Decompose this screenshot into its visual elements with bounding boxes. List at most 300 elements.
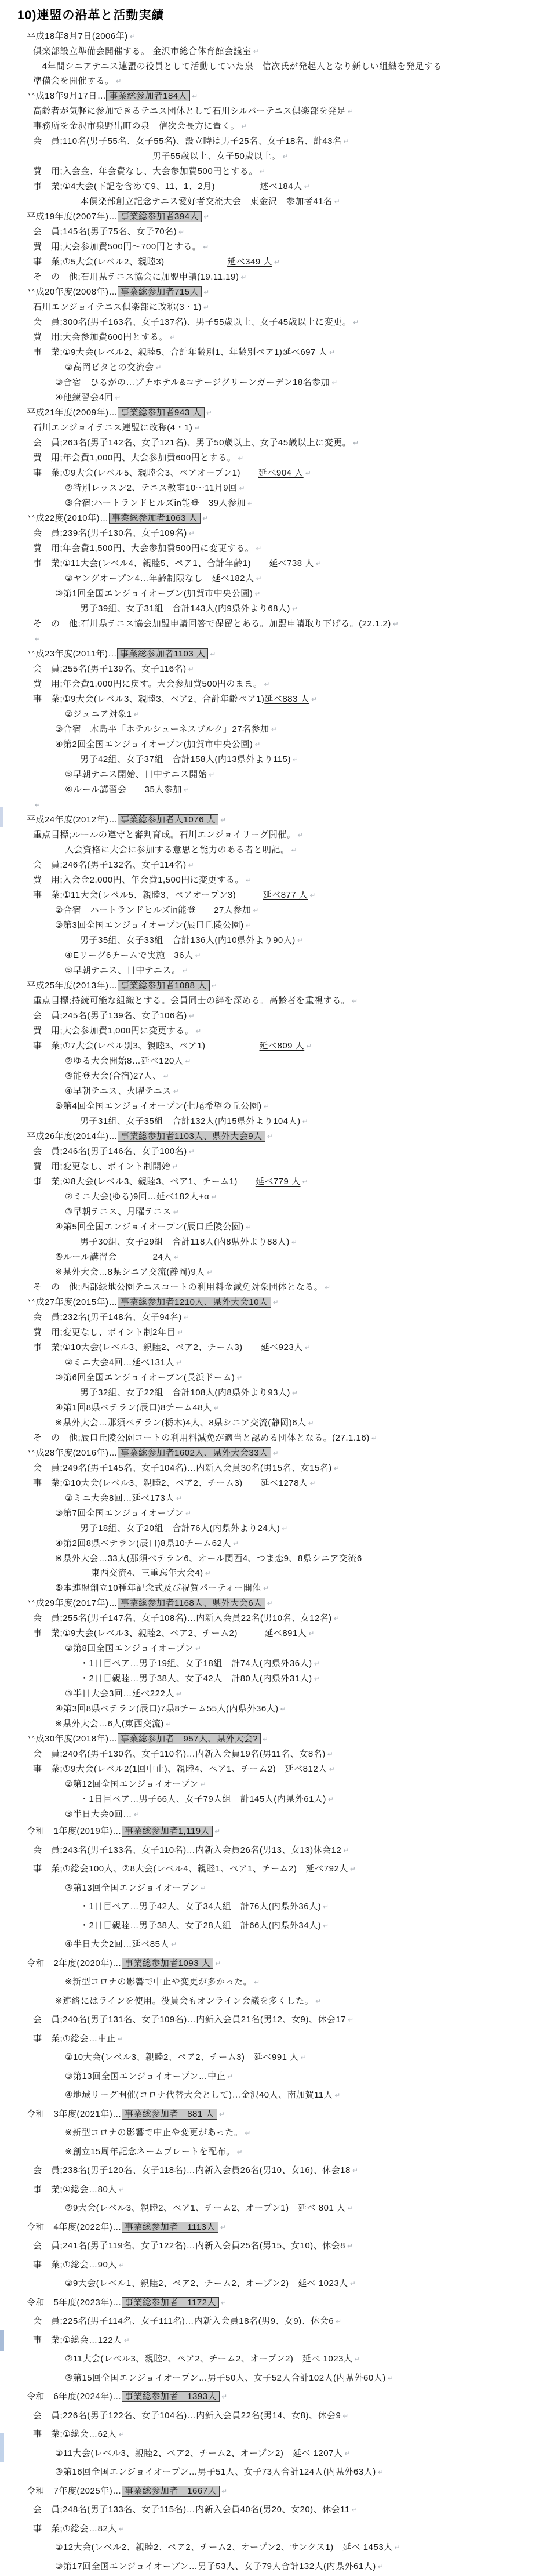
text-segment: ②特別レッスン2、テニス教室10〜11月9回 [65, 483, 238, 493]
text-segment: 費 用;大会参加費600円とする。 [33, 332, 168, 342]
text-segment: ④第2回全国エンジョイオープン(加賀市中央公園) [55, 739, 253, 749]
text-segment: 男子35組、女子33組 合計136人(内10県外より90人) [80, 935, 296, 945]
text-segment: ③第13回全国エンジョイオープン [65, 1883, 199, 1893]
text-segment: 会 員;255名(男子147名、女子108名)…内新入会員22名(男10名、女12名) [33, 1613, 332, 1623]
paragraph-mark-icon: ↵ [350, 1865, 356, 1873]
paragraph-mark-icon: ↵ [347, 2242, 353, 2250]
doc-line [0, 2520, 554, 2539]
doc-line [0, 737, 554, 752]
doc-line [0, 2274, 554, 2294]
text-segment: 会 員;249名(男子145名、女子104名)…内新入会員30名(男15名、女15名) [33, 1463, 332, 1473]
doc-line [0, 1174, 554, 1189]
text-segment: 事 業;①5大会(レベル2、親睦3) [33, 257, 227, 267]
text-segment: ②12大会(レベル2、親睦2、ペア2、チーム2、オープン2、サンクス1) 延べ 1453人 [55, 2542, 393, 2552]
doc-line [0, 1114, 554, 1129]
paragraph-mark-icon: ↵ [348, 2204, 354, 2212]
paragraph-mark-icon: ↵ [292, 1389, 298, 1397]
total-participants-box: 事業総参加者 1667人 [122, 2486, 220, 2497]
text-segment: ③第17回全国エンジョイオープン…男子53人、女子79人合計132人(内県外61人) [55, 2562, 376, 2571]
doc-line [0, 194, 554, 209]
paragraph-mark-icon: ↵ [246, 921, 252, 930]
paragraph-mark-icon: ↵ [388, 2374, 394, 2382]
paragraph-mark-icon: ↵ [246, 1223, 252, 1231]
paragraph-mark-icon: ↵ [245, 2129, 251, 2137]
text-segment: そ の 他;石川県テニス協会に加盟申請(19.11.19) [33, 272, 239, 282]
text-segment: ※県外大会…8県シニア交流(静岡)9人 [55, 1267, 205, 1277]
paragraph-mark-icon: ↵ [221, 2299, 227, 2307]
paragraph-mark-icon: ↵ [35, 635, 41, 643]
paragraph-mark-icon: ↵ [203, 288, 210, 296]
doc-line [0, 2557, 554, 2576]
paragraph-mark-icon: ↵ [221, 2393, 228, 2401]
paragraph-mark-icon: ↵ [215, 1960, 221, 1968]
paragraph-mark-icon: ↵ [311, 695, 318, 703]
text-segment: 平成29年度(2017年)… [27, 1598, 118, 1608]
doc-line [0, 2030, 554, 2049]
text-segment: 準備会を開催する。 [33, 76, 114, 86]
cumulative-count-underlined: 述べ184人 [260, 182, 302, 191]
doc-line [0, 1476, 554, 1491]
doc-line [0, 2444, 554, 2463]
paragraph-mark-icon: ↵ [207, 1268, 213, 1276]
text-segment: 平成28年度(2016年)… [27, 1448, 118, 1458]
text-segment: ※創立15周年記念ネームプレートを配布。 [65, 2147, 235, 2157]
doc-line [0, 2180, 554, 2200]
doc-line [0, 1671, 554, 1686]
text-segment: ④第2回8県ベテラン(辰口)8県10チーム62人 [55, 1539, 231, 1548]
doc-line [0, 2501, 554, 2520]
text-segment: ④地域リーグ開催(コロナ代替大会として)…金沢40人、南加賀11人 [65, 2090, 333, 2100]
paragraph-mark-icon: ↵ [209, 771, 215, 779]
paragraph-mark-icon: ↵ [264, 1102, 270, 1111]
text-segment: 重点目標;持続可能な組織とする。会員同士の絆を深める。高齢者を重視する。 [33, 996, 350, 1006]
paragraph-mark-icon: ↵ [124, 2336, 130, 2345]
paragraph-mark-icon: ↵ [306, 1042, 312, 1050]
doc-line [0, 1069, 554, 1084]
doc-line [0, 2237, 554, 2256]
doc-line [0, 2143, 554, 2162]
paragraph-mark-icon: ↵ [323, 1903, 329, 1911]
paragraph-mark-icon: ↵ [291, 1238, 298, 1246]
year-header-line [0, 29, 554, 44]
text-segment: 東西交流4、三重忘年大会4) [91, 1568, 203, 1578]
doc-line [0, 1762, 554, 1777]
year-header-line [0, 2482, 554, 2501]
paragraph-mark-icon: ↵ [274, 258, 280, 266]
text-segment: 重点目標;ルールの遵守と審判育成。石川エンジョイリーグ開催。 [33, 830, 296, 840]
paragraph-mark-icon: ↵ [305, 1344, 311, 1352]
paragraph-mark-icon: ↵ [393, 620, 399, 628]
total-participants-box: 事業総参加者1602人、県外大会33人 [118, 1447, 271, 1458]
text-segment: 男子32組、女子22組 合計108人(内8県外より93人) [80, 1388, 290, 1398]
paragraph-mark-icon: ↵ [184, 1314, 190, 1322]
paragraph-mark-icon: ↵ [185, 1510, 192, 1518]
doc-line [0, 1054, 554, 1069]
text-segment: 平成27年度(2015年)… [27, 1297, 118, 1307]
doc-line [0, 345, 554, 360]
paragraph-mark-icon: ↵ [176, 1359, 183, 1367]
doc-line [0, 436, 554, 451]
text-segment: 事 業;①総会…90人 [33, 2260, 117, 2270]
doc-line [0, 1551, 554, 1566]
text-segment: 費 用;入会金2,000円、年会費1,500円に変更する。 [33, 875, 244, 885]
text-segment: ⑤早朝テニス、日中テニス。 [65, 966, 181, 975]
total-participants-box: 事業総参加者1093 人 [122, 1958, 214, 1969]
cumulative-count-underlined: 延べ779 人 [256, 1177, 301, 1187]
text-segment: 倶楽部設立準備会開催する。 金沢市総合体育館会議室 [33, 46, 252, 56]
text-segment: 平成25年度(2013年)… [27, 981, 118, 991]
text-segment: 4年間シニアテニス連盟の役員として活動していた泉 信次氏が発起人となり新しい組織を発足する [33, 61, 442, 71]
doc-line [0, 240, 554, 255]
text-segment: 令和 1年度(2019年)… [27, 1826, 122, 1836]
paragraph-mark-icon: ↵ [292, 605, 298, 613]
text-segment: 事 業;①総会…82人 [33, 2524, 117, 2534]
doc-line [0, 104, 554, 119]
total-participants-box: 事業総参加者394人 [118, 211, 202, 222]
paragraph-mark-icon: ↵ [353, 439, 359, 447]
doc-line [0, 1641, 554, 1656]
doc-line [0, 1917, 554, 1936]
year-header-line [0, 812, 554, 828]
total-participants-box: 事業総参加者1103人、県外大会9人 [118, 1131, 265, 1142]
text-segment: ※新型コロナの影響で中止や変更があった。 [65, 2128, 243, 2138]
year-header-line [0, 1954, 554, 1973]
text-segment: ②ヤングオープン4…年齢制限なし 延べ182人 [65, 574, 254, 583]
text-segment: 事 業;①総会…中止 [33, 2034, 116, 2044]
paragraph-mark-icon: ↵ [282, 153, 289, 161]
paragraph-mark-icon: ↵ [233, 1540, 239, 1548]
text-segment: ※県外大会…6人(東西交流) [55, 1719, 164, 1729]
text-segment: 事 業;①8大会(レベル3、親睦3、ペア1、チーム1) [33, 1177, 256, 1187]
paragraph-mark-icon: ↵ [302, 1118, 309, 1126]
paragraph-mark-icon: ↵ [195, 952, 201, 960]
doc-line [0, 2048, 554, 2067]
year-header-line [0, 1732, 554, 1747]
doc-line [0, 1250, 554, 1265]
doc-line [0, 2538, 554, 2557]
paragraph-mark-icon: ↵ [211, 1193, 217, 1201]
doc-line [0, 903, 554, 918]
text-segment: ②第8回全国エンジョイオープン [65, 1643, 194, 1653]
text-segment: ⑤早朝テニス開始、日中テニス開始 [65, 770, 207, 779]
text-segment: 平成19年度(2007年)… [27, 212, 118, 222]
doc-line [0, 843, 554, 858]
doc-line [0, 1385, 554, 1401]
text-segment: ③第1回全国エンジョイオープン(加賀市中央公園) [55, 589, 253, 598]
doc-line [0, 1897, 554, 1917]
text-segment: 令和 7年度(2025年)… [27, 2486, 122, 2496]
text-segment: ⑤ルール講習会 24人 [55, 1252, 172, 1262]
text-segment: 事 業;①11大会(レベル5、親睦3、ペアオープン3) [33, 890, 263, 900]
doc-line [0, 375, 554, 390]
text-segment: 平成22度(2010年)… [27, 513, 109, 523]
paragraph-mark-icon: ↵ [253, 906, 259, 915]
doc-line [0, 2011, 554, 2030]
text-segment: 高齢者が気軽に参加できるテニス団体として石川シルバーテニス倶楽部を発足 [33, 106, 346, 116]
paragraph-mark-icon: ↵ [331, 379, 338, 387]
text-segment: ②高岡ビタとの交流会 [65, 362, 154, 372]
paragraph-mark-icon: ↵ [220, 816, 227, 824]
text-segment: 平成24年度(2012年)… [27, 815, 118, 825]
text-segment: 男子55歳以上、女子50歳以上。 [152, 151, 280, 161]
paragraph-mark-icon: ↵ [297, 937, 304, 945]
cumulative-count-underlined: 延べ809 人 [259, 1041, 304, 1051]
doc-line [0, 993, 554, 1008]
text-segment: ②ミニ大会4回…延べ131人 [65, 1358, 174, 1367]
doc-line [0, 1935, 554, 1954]
text-segment: 事 業;①総会…122人 [33, 2335, 122, 2345]
paragraph-mark-icon: ↵ [189, 529, 195, 538]
text-segment: 事 業;①総会…80人 [33, 2185, 117, 2194]
text-segment: 事 業;①9大会(レベル2(1回中止)、親睦4、ペア1、チーム2) 延べ812人 [33, 1764, 327, 1774]
text-segment: 令和 6年度(2024年)… [27, 2392, 122, 2401]
text-segment: 会 員;225名(男子114名、女子111名)…内新入会員18名(男9、女9)、休会6 [33, 2316, 334, 2326]
text-segment: 事 業;①11大会(レベル4、親睦5、ペア1、合計年齢1) [33, 558, 269, 568]
doc-line [0, 722, 554, 737]
doc-line [0, 2086, 554, 2105]
paragraph-mark-icon: ↵ [119, 2186, 125, 2194]
paragraph-mark-icon: ↵ [263, 1735, 269, 1743]
text-segment: 費 用;入会金、年会費なし、大会参加費500円とする。 [33, 166, 258, 176]
paragraph-mark-icon: ↵ [178, 228, 185, 236]
text-segment: 会 員;246名(男子132名、女子114名) [33, 860, 187, 870]
text-segment: 平成18年9月17日… [27, 91, 106, 101]
paragraph-mark-icon: ↵ [282, 1525, 288, 1533]
cumulative-count-underlined: 延べ738 人 [269, 558, 314, 568]
paragraph-mark-icon: ↵ [352, 2167, 359, 2175]
paragraph-mark-icon: ↵ [314, 1660, 320, 1668]
doc-line [0, 149, 554, 164]
total-participants-box: 事業総参加者1103 人 [117, 648, 208, 659]
total-participants-box: 事業総参加者1210人、県外大会10人 [118, 1297, 271, 1308]
paragraph-mark-icon: ↵ [327, 1750, 334, 1758]
paragraph-mark-icon: ↵ [212, 982, 218, 990]
doc-line [0, 526, 554, 541]
doc-line [0, 767, 554, 782]
doc-line [0, 1370, 554, 1385]
paragraph-mark-icon: ↵ [206, 409, 213, 417]
text-segment: 平成21年度(2009年)… [27, 408, 118, 418]
cumulative-count-underlined: 延べ883 人 [264, 694, 309, 704]
year-header-line [0, 2218, 554, 2237]
paragraph-mark-icon: ↵ [205, 1569, 212, 1577]
paragraph-mark-icon: ↵ [185, 1057, 191, 1065]
doc-line [0, 1992, 554, 2011]
paragraph-mark-icon: ↵ [273, 1298, 279, 1307]
text-segment: 事 業;①9大会(レベル3、親睦3、ペア2、合計年齢ペア1) [33, 694, 264, 704]
text-segment: 事 業;①4大会(下記を含めて9、11、1、2月) [33, 182, 260, 191]
paragraph-mark-icon: ↵ [329, 349, 336, 357]
paragraph-mark-icon: ↵ [354, 2355, 360, 2363]
paragraph-mark-icon: ↵ [323, 1922, 329, 1930]
text-segment: ⑥ルール講習会 35人参加 [65, 785, 182, 794]
doc-line [0, 933, 554, 948]
doc-line [0, 1747, 554, 1762]
doc-line [0, 1841, 554, 1860]
doc-line [0, 1204, 554, 1220]
doc-line [0, 752, 554, 767]
paragraph-mark-icon: ↵ [170, 333, 176, 342]
text-segment: ②9大会(レベル1、親睦2、ペア2、チーム2、オープン2) 延べ 1023人 [65, 2279, 348, 2288]
text-segment: 事 業;①10大会(レベル3、親睦2、ペア2、チーム3) 延べ923人 [33, 1343, 303, 1352]
paragraph-mark-icon: ↵ [119, 2261, 125, 2269]
text-segment: 費 用;変更なし、ポイント制2年目 [33, 1327, 176, 1337]
doc-line [0, 1566, 554, 1581]
year-header-line [0, 1596, 554, 1611]
paragraph-mark-icon: ↵ [310, 1479, 316, 1487]
paragraph-mark-icon: ↵ [189, 1148, 195, 1156]
cumulative-count-underlined: 延べ349 人 [227, 257, 272, 267]
text-segment: 事 業;①9大会(レベル2、親睦5、合計年齢別1、年齢別ペア1) [33, 347, 282, 357]
text-segment: ⑤本連盟創立10種年記念式及び祝賀パーティー開催 [55, 1583, 261, 1593]
total-participants-box: 事業総参加者184人 [106, 90, 190, 101]
paragraph-mark-icon: ↵ [201, 1780, 207, 1788]
year-header-line [0, 1295, 554, 1310]
text-segment: ③合宿 ひるがの…プチホテル&コテージグリーンガーデン18名参加 [55, 378, 330, 387]
paragraph-mark-icon: ↵ [188, 861, 195, 869]
paragraph-mark-icon: ↵ [238, 454, 244, 462]
paragraph-mark-icon: ↵ [163, 1072, 170, 1080]
text-segment: ②9大会(レベル3、親睦2、ペア1、チーム2、オープン1) 延べ 801 人 [65, 2203, 346, 2213]
doc-line [0, 134, 554, 149]
text-segment: 会 員;240名(男子130名、女子110名)…内新入会員19名(男11名、女8名) [33, 1749, 326, 1759]
doc-line [0, 1536, 554, 1551]
paragraph-mark-icon: ↵ [314, 1675, 320, 1683]
total-participants-box: 事業総参加者715人 [118, 286, 202, 297]
doc-line [0, 496, 554, 511]
paragraph-mark-icon: ↵ [195, 1027, 202, 1035]
text-segment: ・1日目ペア…男子66人、女子79人組 計145人(内県外61人) [80, 1794, 326, 1804]
text-segment: 費 用;年会費1,000円に戻す。大会参加費500円のまま。 [33, 679, 263, 689]
paragraph-mark-icon: ↵ [188, 665, 195, 673]
paragraph-mark-icon: ↵ [172, 1163, 178, 1171]
text-segment: 事 業;①10大会(レベル3、親睦2、ペア2、チーム3) 延べ1278人 [33, 1478, 308, 1488]
paragraph-mark-icon: ↵ [240, 273, 247, 281]
doc-line [0, 2463, 554, 2482]
text-segment: ②ミニ大会8回…延べ173人 [65, 1493, 174, 1503]
text-segment: 男子18組、女子20組 合計76人(内県外より24人) [80, 1523, 280, 1533]
doc-line [0, 948, 554, 963]
doc-line [0, 1973, 554, 1992]
paragraph-mark-icon: ↵ [254, 1978, 260, 1986]
paragraph-mark-icon: ↵ [247, 499, 254, 507]
doc-line [0, 2407, 554, 2426]
doc-line [0, 556, 554, 571]
doc-line [0, 360, 554, 375]
doc-line [0, 1144, 554, 1159]
doc-line [0, 466, 554, 481]
paragraph-mark-icon: ↵ [177, 1329, 184, 1337]
paragraph-mark-icon: ↵ [195, 1645, 202, 1653]
paragraph-mark-icon: ↵ [253, 48, 260, 56]
doc-line [0, 2350, 554, 2369]
doc-line [0, 74, 554, 89]
text-segment: ④半日大会2回…延べ85人 [65, 1939, 169, 1949]
text-segment: 会 員;145名(男子75名、女子70名) [33, 227, 177, 237]
doc-line [0, 1280, 554, 1295]
text-segment: 男子30組、女子29組 合計118人(内8県外より88人) [80, 1237, 290, 1247]
doc-line [0, 164, 554, 179]
doc-line [0, 782, 554, 797]
text-segment: ②ジュニア対象1 [65, 709, 132, 719]
doc-line [0, 1521, 554, 1536]
paragraph-mark-icon: ↵ [256, 575, 263, 583]
text-segment: 平成26年度(2014年)… [27, 1131, 118, 1141]
paragraph-mark-icon: ↵ [305, 469, 312, 477]
page-title: 10)連盟の沿革と活動実績 [0, 6, 554, 26]
doc-line [0, 224, 554, 240]
cumulative-count-underlined: 延べ877 人 [263, 890, 308, 900]
text-segment: ④Eリーグ6チームで実施 36人 [65, 950, 193, 960]
text-segment: ※県外大会…那須ベテラン(栃木)4人、8県シニア交流(静岡)6人 [55, 1418, 307, 1428]
paragraph-mark-icon: ↵ [254, 590, 261, 598]
doc-line [0, 601, 554, 616]
paragraph-mark-icon: ↵ [246, 876, 252, 884]
doc-line [0, 300, 554, 315]
doc-line [0, 1416, 554, 1431]
paragraph-mark-icon: ↵ [219, 2110, 225, 2118]
text-segment: 事 業;①総会…62人 [33, 2429, 117, 2439]
text-segment: 石川エンジョイテニス連盟に改称(4・1) [33, 423, 192, 433]
page-edge-artifact [0, 2433, 4, 2462]
doc-line [0, 1099, 554, 1114]
text-segment: 費 用;年会費1,000円、大会参加費600円とする。 [33, 453, 236, 463]
text-segment: ④第5回全国エンジョイオープン(辰口丘陵公園) [55, 1222, 244, 1232]
doc-line [0, 1491, 554, 1506]
paragraph-mark-icon: ↵ [280, 1705, 287, 1713]
paragraph-mark-icon: ↵ [302, 1178, 309, 1186]
doc-line [0, 1807, 554, 1822]
text-segment: 平成20年度(2008年)… [27, 287, 118, 297]
paragraph-mark-icon: ↵ [342, 2412, 349, 2420]
doc-line [0, 119, 554, 134]
doc-line [0, 1008, 554, 1024]
doc-line [0, 390, 554, 405]
paragraph-mark-icon: ↵ [173, 1208, 180, 1216]
doc-line [0, 1189, 554, 1204]
doc-line [0, 2067, 554, 2087]
paragraph-mark-icon: ↵ [291, 846, 298, 854]
text-segment: 会 員;243名(男子133名、女子110名)…内新入会員26名(男13、女13)休会12 [33, 1845, 341, 1855]
paragraph-mark-icon: ↵ [336, 2317, 342, 2325]
paragraph-mark-icon: ↵ [166, 1720, 172, 1728]
text-segment: 費 用;大会参加費1,000円に変更する。 [33, 1026, 194, 1036]
doc-line [0, 662, 554, 677]
paragraph-mark-icon: ↵ [350, 2280, 356, 2288]
paragraph-mark-icon: ↵ [264, 680, 271, 688]
doc-line [0, 1860, 554, 1879]
text-segment: 事 業;①9大会(レベル3、親睦2、ペア2、チーム2) 延べ891人 [33, 1628, 307, 1638]
text-segment: ※新型コロナの影響で中止や変更が多かった。 [65, 1977, 252, 1987]
total-participants-box: 事業総参加者943 人 [118, 407, 205, 418]
paragraph-mark-icon: ↵ [119, 2430, 125, 2439]
paragraph-mark-icon: ↵ [304, 183, 311, 191]
text-segment: 会 員;226名(男子122名、女子104名)…内新入会員22名(男14、女8)、休会9 [33, 2411, 341, 2421]
paragraph-mark-icon: ↵ [328, 1795, 334, 1804]
text-segment: ④他練習会4回 [55, 393, 113, 402]
paragraph-mark-icon: ↵ [254, 741, 261, 749]
paragraph-mark-icon: ↵ [297, 831, 304, 839]
doc-line [0, 586, 554, 601]
doc-line [0, 2124, 554, 2143]
doc-line [0, 828, 554, 843]
doc-line [0, 1235, 554, 1250]
paragraph-mark-icon: ↵ [378, 2563, 384, 2571]
doc-line [0, 1265, 554, 1280]
doc-line [0, 1024, 554, 1039]
text-segment: ②ミニ大会(ゆる)9回…延べ182人+α [65, 1192, 209, 1202]
text-segment: 費 用;変更なし、ポイント制開始 [33, 1162, 170, 1171]
